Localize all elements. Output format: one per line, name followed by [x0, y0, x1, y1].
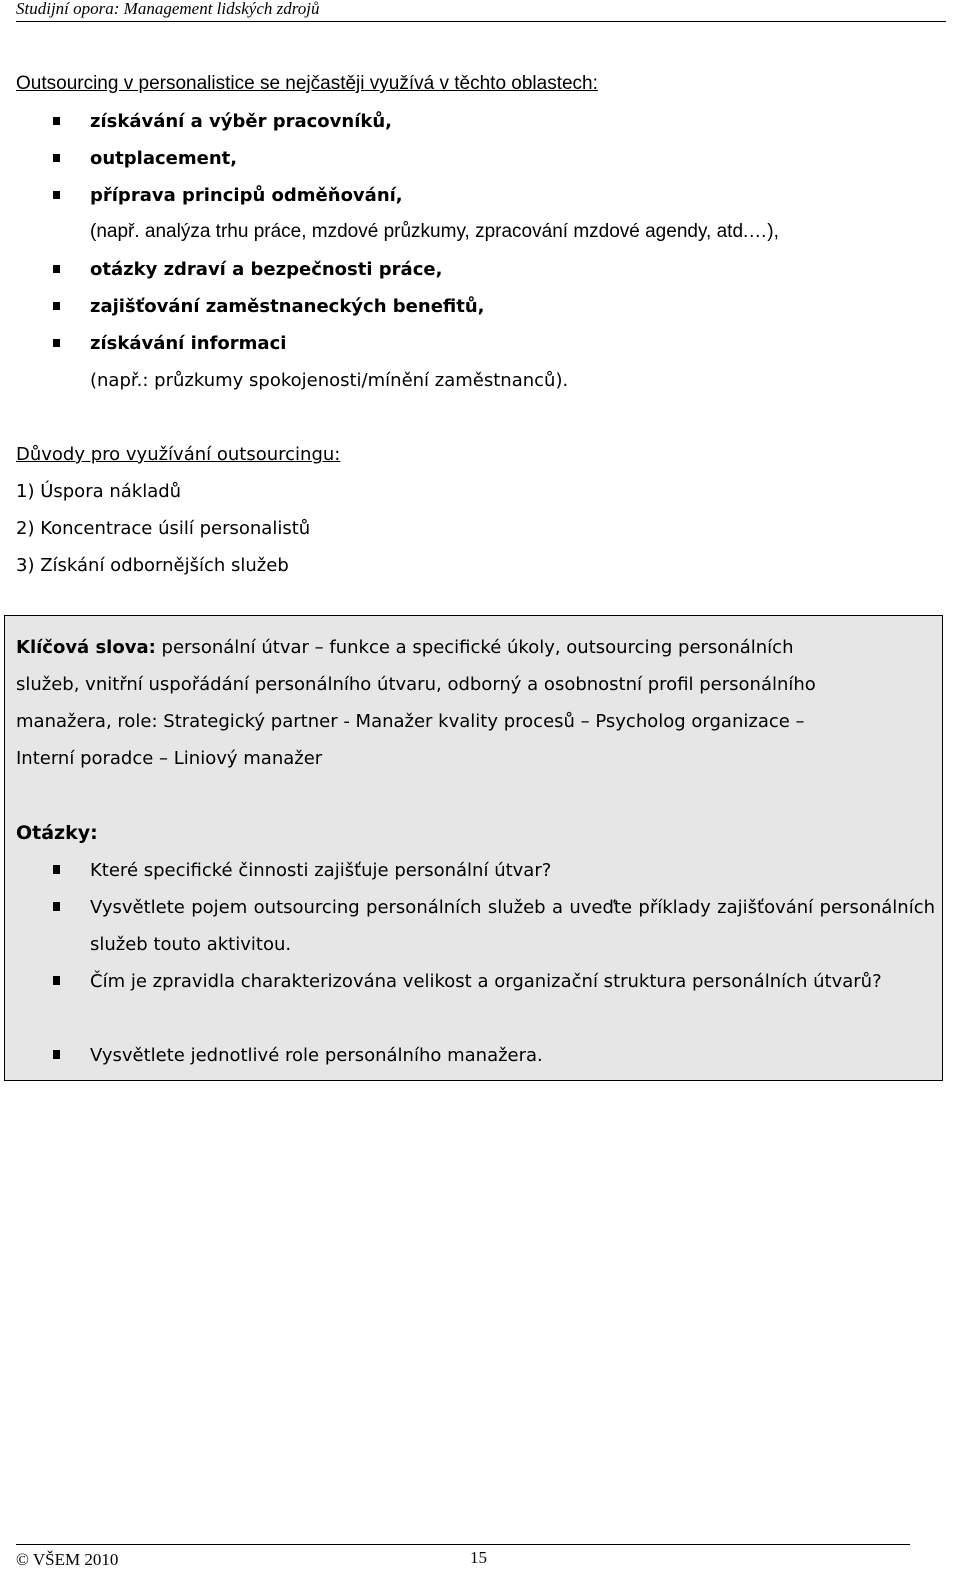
keywords-line: služeb, vnitřní uspořádání personálního útvaru, odborný a osobnostní profil personálního: [16, 674, 816, 695]
question-item: Které specifické činnosti zajišťuje personální útvar?: [90, 860, 552, 881]
reason-item: 2) Koncentrace úsilí personalistů: [16, 518, 311, 539]
bullet-icon: [53, 339, 60, 347]
reasons-heading: Důvody pro využívání outsourcingu:: [16, 444, 341, 465]
keywords-line: manažera, role: Strategický partner - Manažer kvality procesů – Psycholog organizace –: [16, 711, 805, 732]
bullet-icon: [53, 265, 60, 273]
page-number: 15: [470, 1548, 487, 1567]
question-item: Vysvětlete jednotlivé role personálního manažera.: [90, 1045, 543, 1066]
bullet-icon: [53, 117, 60, 125]
keywords-paragraph: [16, 629, 936, 777]
reason-item: 1) Úspora nákladů: [16, 481, 182, 502]
outsourcing-areas-heading: Outsourcing v personalistice se nejčastěji využívá v těchto oblastech:: [16, 73, 598, 94]
bullet-icon: [53, 902, 60, 911]
list-item: získávání informaci: [90, 333, 287, 354]
questions-heading: Otázky:: [16, 822, 98, 844]
list-item: příprava principů odměňování,: [90, 185, 403, 206]
list-item-note: (např. analýza trhu práce, mzdové průzkumy, zpracování mzdové agendy, atd.…),: [90, 221, 779, 242]
list-item: outplacement,: [90, 148, 238, 169]
reason-item: 3) Získání odbornějších služeb: [16, 555, 289, 576]
bullet-icon: [53, 976, 60, 985]
bullet-icon: [53, 1050, 60, 1059]
bullet-icon: [53, 302, 60, 310]
keywords-text: personální útvar – funkce a specifické úkoly, outsourcing personálních: [155, 637, 794, 658]
list-item: otázky zdraví a bezpečnosti práce,: [90, 259, 443, 280]
footer-rule: [16, 1544, 910, 1545]
list-item: získávání a výběr pracovníků,: [90, 111, 393, 132]
running-header: Studijní opora: Management lidských zdrojů: [16, 0, 320, 18]
keywords-label: Klíčová slova:: [16, 637, 156, 658]
bullet-icon: [53, 154, 60, 162]
footer-copyright: © VŠEM 2010: [16, 1550, 119, 1569]
keywords-line: Interní poradce – Liniový manažer: [16, 748, 323, 769]
list-item-note: (např.: průzkumy spokojenosti/mínění zaměstnanců).: [90, 370, 569, 391]
header-rule: [16, 21, 946, 22]
bullet-icon: [53, 865, 60, 874]
bullet-icon: [53, 191, 60, 199]
keywords-line: [16, 629, 936, 666]
question-item: Vysvětlete pojem outsourcing personálních služeb a uveďte příklady zajišťování personálních služeb touto aktivitou.: [90, 897, 935, 955]
question-item: Čím je zpravidla charakterizována velikost a organizační struktura personálních útvarů?: [90, 971, 882, 992]
list-item: zajišťování zaměstnaneckých benefitů,: [90, 296, 485, 317]
